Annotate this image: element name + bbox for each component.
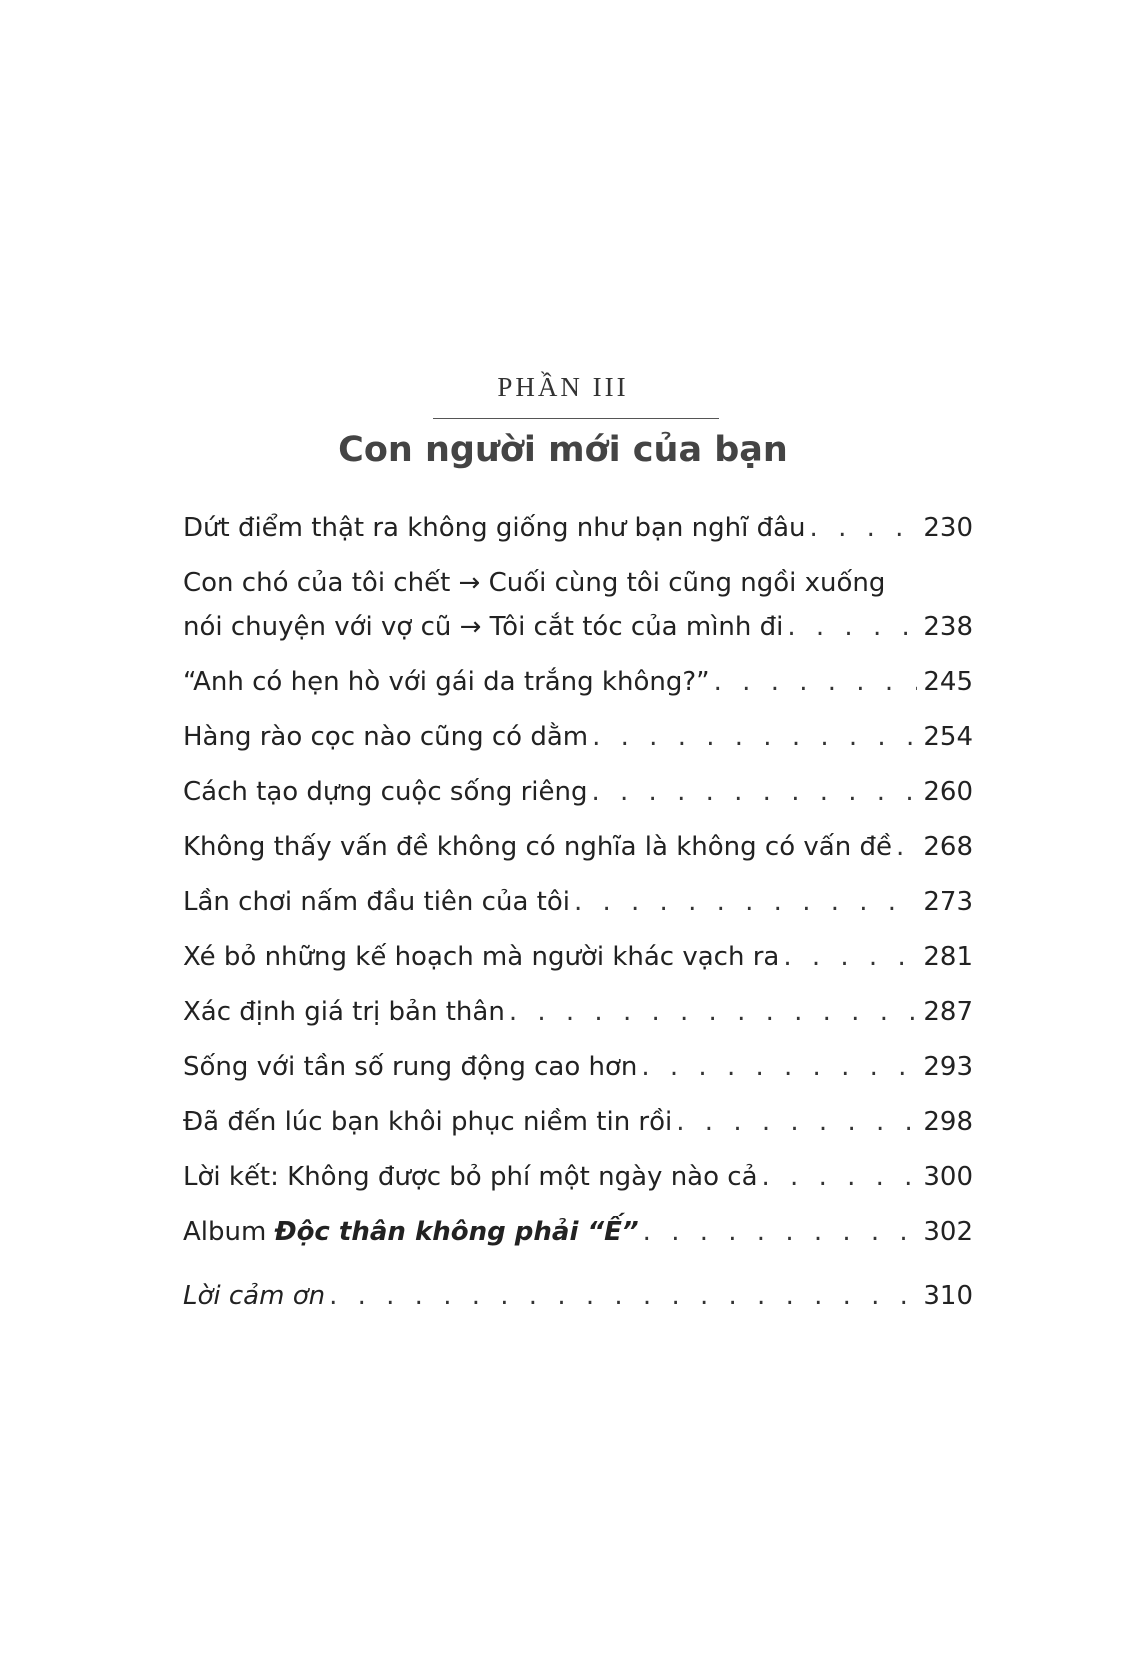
toc-entry-page: 310	[923, 1281, 973, 1311]
toc-entry-title-line-2: nói chuyện với vợ cũ → Tôi cắt tóc của mình đi	[183, 612, 784, 642]
toc-entry[interactable]	[183, 880, 973, 924]
toc-entry[interactable]	[183, 1210, 973, 1254]
dot-leader	[896, 825, 917, 869]
toc-entry-acknowledgements[interactable]	[183, 1274, 973, 1318]
part-title: Con người mới của bạn	[338, 430, 788, 470]
part-divider	[433, 418, 719, 419]
toc-entry[interactable]	[183, 825, 973, 869]
toc-entry-page: 254	[923, 722, 973, 752]
toc-entry-page: 245	[923, 667, 973, 697]
toc-entry-title: Cách tạo dựng cuộc sống riêng	[183, 777, 588, 807]
toc-entry-title: Đã đến lúc bạn khôi phục niềm tin rồi	[183, 1107, 673, 1137]
toc-entry-title: Xác định giá trị bản thân	[183, 997, 505, 1027]
toc-entry-page: 268	[923, 832, 973, 862]
toc-entry[interactable]	[183, 506, 973, 550]
toc-entry[interactable]	[183, 1045, 973, 1089]
toc-entry-page: 281	[923, 942, 973, 972]
toc-entry[interactable]	[183, 660, 973, 704]
dot-leader	[810, 506, 918, 550]
dot-leader	[787, 605, 917, 649]
toc-entry-title-emphasis: Độc thân không phải “Ế”	[274, 1217, 639, 1247]
toc-entry-title: Không thấy vấn đề không có nghĩa là không có vấn đề	[183, 832, 892, 862]
dot-leader	[509, 990, 918, 1034]
toc-entry[interactable]	[183, 770, 973, 814]
toc-entry-title: Sống với tần số rung động cao hơn	[183, 1052, 638, 1082]
toc-entry-page: 302	[923, 1217, 973, 1247]
dot-leader	[714, 660, 918, 704]
toc-entry-page: 230	[923, 513, 973, 543]
dot-leader	[643, 1210, 918, 1254]
toc-entry[interactable]	[183, 561, 973, 649]
toc-entry-page: 273	[923, 887, 973, 917]
table-of-contents	[183, 506, 973, 1329]
toc-entry-title: Lần chơi nấm đầu tiên của tôi	[183, 887, 570, 917]
toc-entry[interactable]	[183, 990, 973, 1034]
toc-entry-title: Hàng rào cọc nào cũng có dằm	[183, 722, 589, 752]
dot-leader	[783, 935, 917, 979]
toc-entry-page: 287	[923, 997, 973, 1027]
dot-leader	[676, 1100, 917, 1144]
toc-entry-title-line-1: Con chó của tôi chết → Cuối cùng tôi cũng ngồi xuống	[183, 568, 886, 598]
toc-entry-title: Xé bỏ những kế hoạch mà người khác vạch ra	[183, 942, 780, 972]
toc-entry[interactable]	[183, 715, 973, 759]
dot-leader	[329, 1274, 917, 1318]
toc-entry-title: “Anh có hẹn hò với gái da trắng không?”	[183, 667, 710, 697]
dot-leader	[592, 770, 918, 814]
toc-entry-title: Dứt điểm thật ra không giống như bạn nghĩ đâu	[183, 513, 806, 543]
toc-entry-title: Lời kết: Không được bỏ phí một ngày nào cả	[183, 1162, 758, 1192]
dot-leader	[592, 715, 917, 759]
toc-entry[interactable]	[183, 1155, 973, 1199]
toc-entry-title-prefix: Album	[183, 1217, 275, 1247]
dot-leader	[574, 880, 917, 924]
dot-leader	[762, 1155, 918, 1199]
toc-entry-page: 238	[923, 612, 973, 642]
toc-entry-page: 298	[923, 1107, 973, 1137]
toc-entry-page: 300	[923, 1162, 973, 1192]
toc-entry[interactable]	[183, 1100, 973, 1144]
toc-entry-title: Lời cảm ơn	[183, 1281, 326, 1311]
part-label: PHẦN III	[497, 372, 629, 402]
toc-entry[interactable]	[183, 935, 973, 979]
toc-entry-page: 260	[923, 777, 973, 807]
toc-entry-page: 293	[923, 1052, 973, 1082]
dot-leader	[641, 1045, 917, 1089]
toc-entry-title	[183, 1210, 639, 1254]
